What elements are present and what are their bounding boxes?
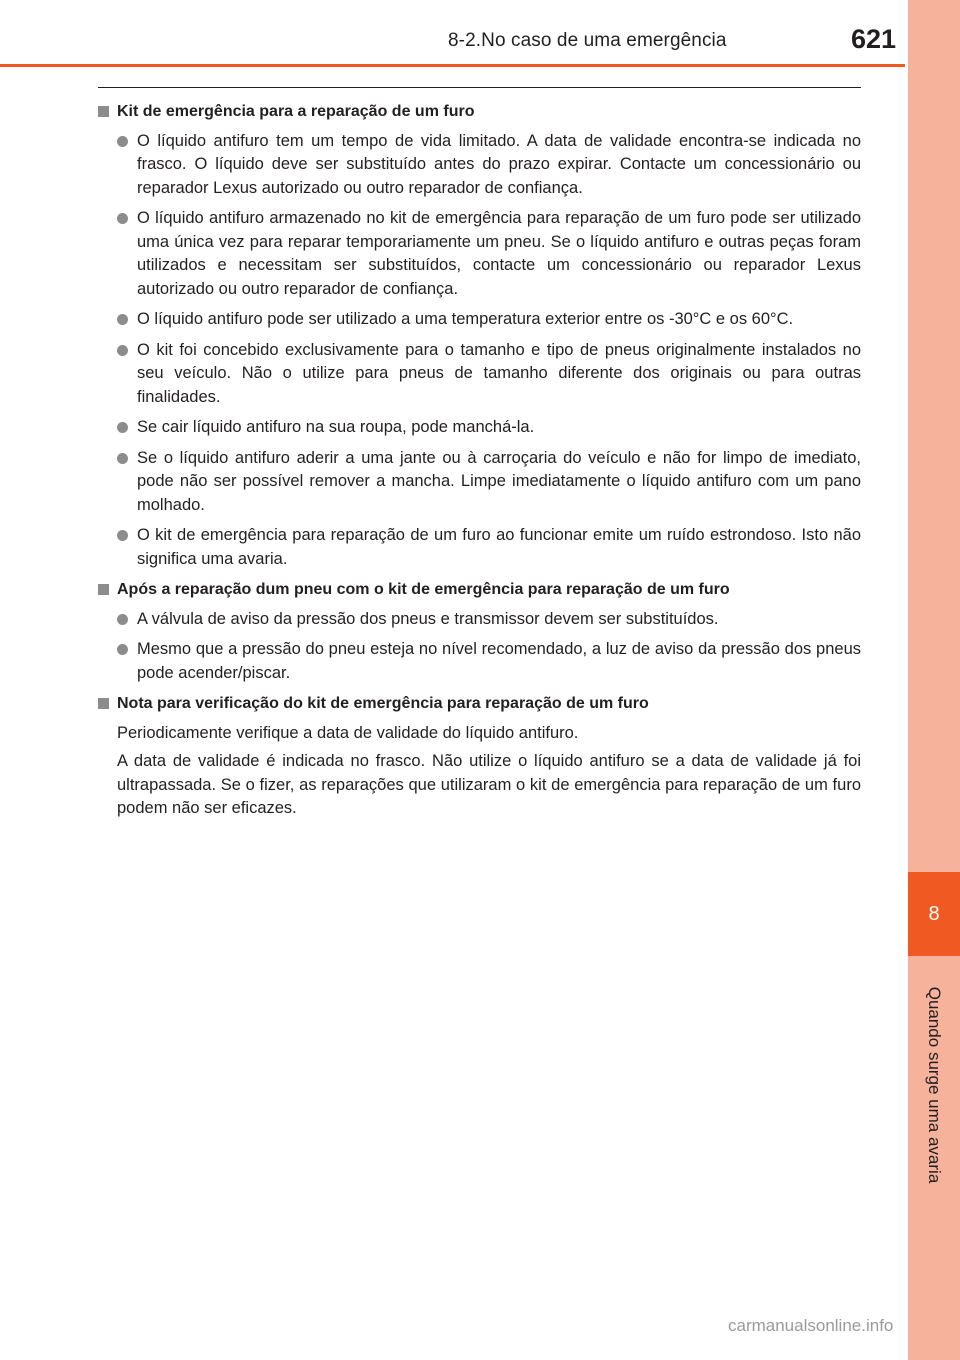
watermark: carmanualsonline.info: [728, 1316, 894, 1335]
page-content: [98, 100, 861, 826]
round-bullet-icon: [117, 422, 128, 433]
list-item: [117, 130, 861, 201]
content-divider: [98, 87, 861, 88]
chapter-number: 8: [928, 902, 940, 925]
section-heading-text: Após a reparação dum pneu com o kit de emergência para reparação de um furo: [117, 581, 730, 598]
section-title: 8-2.No caso de uma emergência: [448, 30, 727, 51]
list-item: [117, 416, 861, 440]
list-item: [117, 447, 861, 518]
section-heading: [98, 692, 861, 716]
round-bullet-icon: [117, 136, 128, 147]
section-heading-text: Kit de emergência para a reparação de um furo: [117, 103, 475, 120]
list-item-text: O líquido antifuro armazenado no kit de emergência para reparação de um furo pode ser utilizado uma única vez para reparar temporariamente um pneu. Se o líquido antifuro e outras peças foram utilizados e necessitam ser substituídos, contacte um concessionário ou reparador Lexus autorizado ou outro reparador de confiança.: [137, 209, 861, 298]
list-item-text: O kit foi concebido exclusivamente para o tamanho e tipo de pneus originalmente instalados no seu veículo. Não o utilize para pneus de tamanho diferente dos originais ou para outras finalidades.: [137, 340, 861, 406]
paragraph: A data de validade é indicada no frasco. Não utilize o líquido antifuro se a data de validade já foi ultrapassada. Se o fizer, as reparações que utilizaram o kit de emergência para reparação de um furo podem não ser eficazes.: [117, 752, 861, 817]
list-item: [117, 308, 861, 332]
paragraph: Periodicamente verifique a data de validade do líquido antifuro.: [117, 723, 579, 742]
list-item: [117, 608, 861, 632]
list-item-text: Se cair líquido antifuro na sua roupa, pode manchá-la.: [137, 418, 535, 436]
list-item-text: Mesmo que a pressão do pneu esteja no nível recomendado, a luz de aviso da pressão dos pneus pode acender/piscar.: [137, 640, 861, 682]
list-item-text: O líquido antifuro pode ser utilizado a uma temperatura exterior entre os -30°C e os 60°C.: [137, 310, 794, 328]
chapter-title: Quando surge uma avaria: [925, 986, 944, 1184]
section-heading: [98, 578, 861, 602]
section-after-repair: [98, 578, 861, 685]
round-bullet-icon: [117, 453, 128, 464]
round-bullet-icon: [117, 614, 128, 625]
list-item: [117, 524, 861, 571]
section-heading-text: Nota para verificação do kit de emergência para reparação de um furo: [117, 695, 649, 712]
square-bullet-icon: [98, 106, 109, 117]
list-item-text: O kit de emergência para reparação de um furo ao funcionar emite um ruído estrondoso. Isto não significa uma avaria.: [137, 526, 861, 568]
square-bullet-icon: [98, 584, 109, 595]
section-puncture-kit: [98, 100, 861, 571]
round-bullet-icon: [117, 530, 128, 541]
list-item-text: Se o líquido antifuro aderir a uma jante ou à carroçaria do veículo e não for limpo de imediato, pode não ser possível remover a mancha. Limpe imediatamente o líquido antifuro com um pano molhado.: [137, 448, 861, 514]
round-bullet-icon: [117, 314, 128, 325]
round-bullet-icon: [117, 213, 128, 224]
list-item: [117, 339, 861, 410]
list-item-text: O líquido antifuro tem um tempo de vida limitado. A data de validade encontra-se indicada no frasco. O líquido deve ser substituído antes do prazo expirar. Contacte um concessionário ou reparador Lexus autorizado ou outro reparador de confiança.: [137, 131, 861, 197]
round-bullet-icon: [117, 644, 128, 655]
list-item: [117, 638, 861, 685]
section-kit-check-note: [98, 692, 861, 821]
square-bullet-icon: [98, 698, 109, 709]
list-item: [117, 207, 861, 301]
header-divider: [0, 64, 905, 67]
chapter-tab[interactable]: [908, 872, 960, 956]
section-heading: [98, 100, 861, 124]
page-number: 621: [850, 24, 896, 54]
round-bullet-icon: [117, 345, 128, 356]
list-item-text: A válvula de aviso da pressão dos pneus e transmissor devem ser substituídos.: [137, 609, 719, 628]
